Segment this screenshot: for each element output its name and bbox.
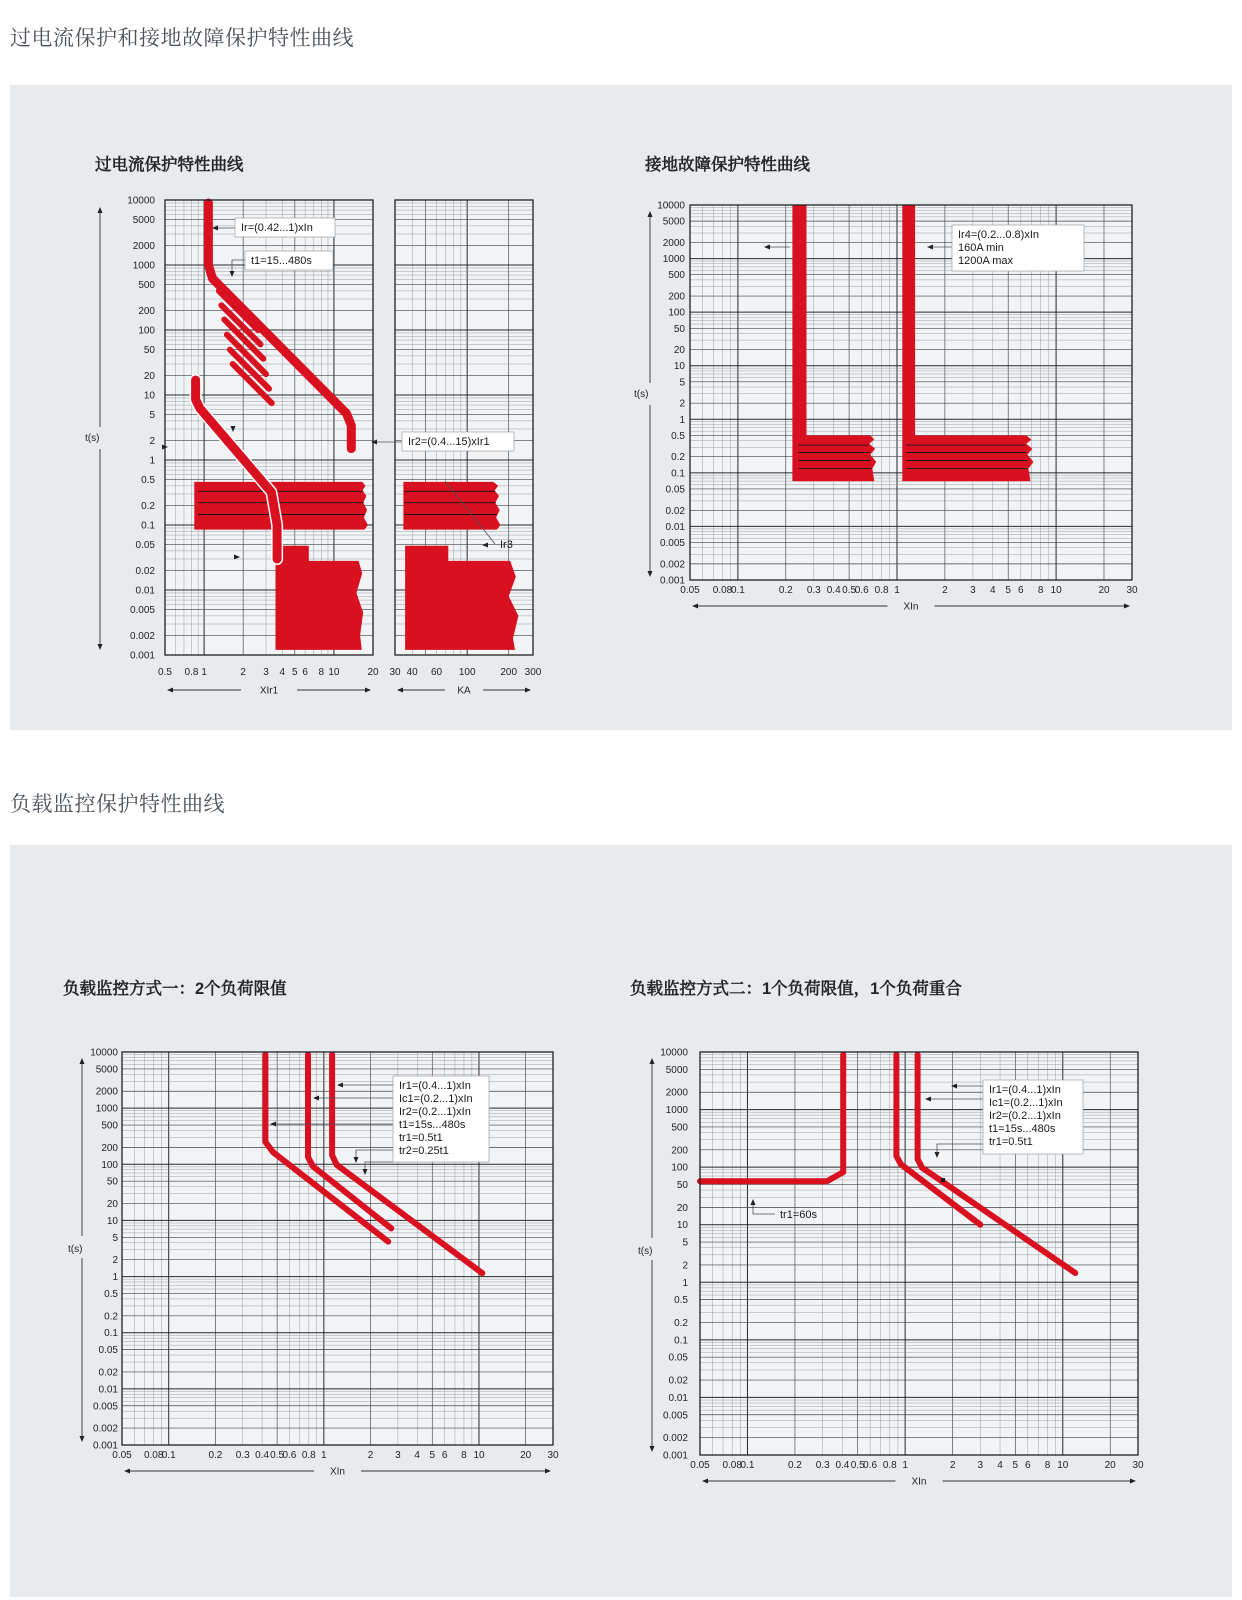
svg-text:2000: 2000 [132, 240, 155, 252]
svg-text:0.3: 0.3 [806, 585, 821, 596]
svg-text:0.05: 0.05 [665, 484, 685, 496]
svg-text:100: 100 [458, 667, 476, 678]
svg-text:0.8: 0.8 [184, 667, 199, 678]
svg-text:1: 1 [149, 455, 155, 467]
svg-text:200: 200 [671, 1145, 688, 1157]
svg-text:Ic1=(0.2...1)xIn: Ic1=(0.2...1)xIn [399, 1093, 473, 1105]
svg-text:0.01: 0.01 [665, 521, 685, 533]
svg-text:t(s): t(s) [634, 389, 649, 400]
svg-text:2000: 2000 [95, 1086, 118, 1098]
svg-text:0.6: 0.6 [863, 1460, 878, 1471]
svg-text:2: 2 [240, 667, 246, 678]
svg-text:0.002: 0.002 [92, 1423, 118, 1435]
svg-text:20: 20 [1104, 1460, 1116, 1471]
svg-text:0.6: 0.6 [282, 1450, 297, 1461]
svg-text:5: 5 [682, 1237, 688, 1249]
svg-text:Ir1=(0.4...1)xIn: Ir1=(0.4...1)xIn [989, 1084, 1061, 1096]
svg-text:6: 6 [1025, 1460, 1031, 1471]
svg-text:30: 30 [1132, 1460, 1144, 1471]
svg-text:200: 200 [500, 667, 518, 678]
svg-text:3: 3 [970, 585, 976, 596]
svg-text:tr1=60s: tr1=60s [780, 1209, 817, 1221]
svg-text:5000: 5000 [662, 216, 685, 228]
svg-text:0.002: 0.002 [659, 559, 685, 571]
svg-text:0.08: 0.08 [143, 1450, 164, 1461]
svg-text:0.02: 0.02 [665, 505, 685, 517]
svg-text:0.05: 0.05 [112, 1450, 132, 1461]
svg-text:0.4: 0.4 [255, 1450, 270, 1461]
section-heading-overcurrent-groundfault: 过电流保护和接地故障保护特性曲线 [10, 27, 354, 50]
svg-text:1200A max: 1200A max [958, 255, 1014, 267]
svg-text:0.001: 0.001 [659, 575, 685, 587]
svg-text:0.01: 0.01 [135, 585, 155, 597]
svg-text:2: 2 [112, 1255, 118, 1267]
svg-text:5: 5 [112, 1232, 118, 1244]
svg-text:2: 2 [942, 585, 948, 596]
svg-text:0.5: 0.5 [671, 430, 685, 442]
svg-text:10000: 10000 [127, 195, 155, 207]
svg-text:5000: 5000 [95, 1064, 118, 1076]
svg-text:1000: 1000 [95, 1103, 118, 1115]
svg-text:0.2: 0.2 [104, 1311, 118, 1323]
svg-text:0.4: 0.4 [835, 1460, 850, 1471]
svg-text:100: 100 [668, 307, 685, 319]
svg-text:10: 10 [1050, 585, 1062, 596]
svg-text:0.005: 0.005 [662, 1410, 688, 1422]
svg-text:0.2: 0.2 [674, 1318, 688, 1329]
svg-text:2: 2 [367, 1450, 374, 1461]
svg-text:60: 60 [430, 667, 443, 678]
svg-text:200: 200 [138, 305, 155, 317]
svg-text:XIn: XIn [911, 1476, 927, 1488]
svg-text:0.6: 0.6 [854, 585, 869, 596]
svg-text:100: 100 [101, 1159, 118, 1171]
svg-text:1: 1 [682, 1277, 688, 1289]
svg-text:20: 20 [520, 1450, 532, 1461]
svg-text:4: 4 [990, 585, 996, 596]
svg-text:XIn: XIn [329, 1466, 346, 1478]
svg-text:t1=15s...480s: t1=15s...480s [989, 1123, 1056, 1135]
svg-text:5: 5 [149, 410, 155, 422]
svg-text:5: 5 [1012, 1460, 1019, 1471]
svg-text:0.2: 0.2 [778, 585, 793, 596]
svg-text:0.001: 0.001 [662, 1450, 688, 1462]
svg-text:XIr1: XIr1 [259, 685, 279, 697]
svg-text:50: 50 [673, 323, 685, 335]
svg-text:0.08: 0.08 [722, 1460, 742, 1471]
svg-text:t(s): t(s) [638, 1246, 653, 1257]
svg-text:t(s): t(s) [68, 1244, 83, 1255]
svg-text:1000: 1000 [662, 254, 685, 266]
svg-text:0.05: 0.05 [680, 585, 700, 596]
svg-text:8: 8 [1044, 1460, 1051, 1471]
svg-text:0.02: 0.02 [135, 565, 155, 577]
svg-text:Ir=(0.42...1)xIn: Ir=(0.42...1)xIn [241, 222, 313, 234]
chart-title-load-monitoring-2: 负载监控方式二：1个负荷限值，1个负荷重合 [630, 980, 962, 998]
svg-text:0.1: 0.1 [674, 1335, 688, 1347]
svg-text:20: 20 [106, 1199, 118, 1210]
svg-text:50: 50 [676, 1180, 688, 1191]
svg-text:2: 2 [679, 398, 685, 410]
svg-text:0.1: 0.1 [671, 468, 685, 480]
svg-text:0.02: 0.02 [668, 1375, 688, 1387]
svg-text:0.005: 0.005 [129, 605, 155, 617]
svg-text:0.01: 0.01 [98, 1384, 118, 1396]
svg-text:30: 30 [547, 1450, 559, 1461]
svg-text:100: 100 [138, 325, 155, 337]
svg-text:10000: 10000 [657, 200, 685, 212]
svg-text:0.05: 0.05 [135, 540, 155, 552]
svg-text:Ir4=(0.2...0.8)xIn: Ir4=(0.2...0.8)xIn [958, 229, 1040, 241]
svg-text:0.2: 0.2 [208, 1450, 223, 1461]
svg-text:1000: 1000 [665, 1105, 688, 1117]
svg-text:5: 5 [679, 377, 685, 389]
svg-text:20: 20 [1098, 585, 1110, 596]
svg-text:1: 1 [201, 667, 207, 678]
svg-text:30: 30 [1126, 585, 1138, 596]
svg-text:0.2: 0.2 [141, 500, 155, 512]
svg-text:0.3: 0.3 [235, 1450, 250, 1461]
ground-fault-protection-chart [630, 195, 1142, 613]
svg-text:3: 3 [977, 1460, 984, 1471]
svg-text:0.005: 0.005 [659, 538, 685, 550]
load-monitoring-mode1-chart [68, 1040, 568, 1480]
chart-title-load-monitoring-1: 负载监控方式一：2个负荷限值 [63, 980, 287, 998]
svg-text:0.5: 0.5 [158, 667, 172, 678]
svg-text:300: 300 [524, 667, 542, 678]
svg-text:0.2: 0.2 [671, 452, 685, 464]
panel-load-monitoring [10, 845, 1232, 1597]
svg-text:20: 20 [143, 370, 155, 382]
svg-text:100: 100 [671, 1162, 688, 1174]
svg-text:4: 4 [279, 667, 286, 678]
svg-text:0.2: 0.2 [787, 1460, 802, 1471]
svg-text:8: 8 [318, 667, 325, 678]
svg-text:6: 6 [441, 1450, 448, 1461]
svg-text:20: 20 [367, 667, 379, 678]
svg-text:0.1: 0.1 [740, 1460, 755, 1471]
svg-text:Ir2=(0.2...1)xIn: Ir2=(0.2...1)xIn [399, 1106, 471, 1118]
svg-text:0.005: 0.005 [92, 1401, 118, 1413]
svg-text:160A min: 160A min [958, 242, 1004, 254]
svg-text:6: 6 [1018, 585, 1024, 596]
svg-text:2: 2 [949, 1460, 956, 1471]
svg-text:0.5: 0.5 [850, 1460, 865, 1471]
svg-text:10000: 10000 [660, 1047, 688, 1059]
svg-text:0.4: 0.4 [826, 585, 841, 596]
svg-text:20: 20 [673, 345, 685, 357]
svg-text:0.1: 0.1 [141, 520, 155, 532]
svg-text:0.1: 0.1 [730, 585, 745, 596]
svg-text:4: 4 [414, 1450, 420, 1461]
svg-text:0.08: 0.08 [712, 585, 733, 596]
svg-text:1: 1 [894, 585, 900, 596]
svg-text:10000: 10000 [90, 1047, 118, 1059]
svg-text:3: 3 [395, 1450, 401, 1461]
svg-text:10: 10 [143, 390, 155, 402]
svg-text:0.05: 0.05 [668, 1352, 688, 1364]
svg-text:0.5: 0.5 [141, 475, 155, 487]
svg-text:3: 3 [263, 667, 269, 678]
svg-text:500: 500 [668, 270, 685, 282]
load-monitoring-mode2-chart [630, 1040, 1155, 1490]
svg-text:tr1=0.5t1: tr1=0.5t1 [989, 1136, 1033, 1148]
svg-text:50: 50 [143, 345, 155, 357]
svg-text:0.8: 0.8 [882, 1460, 897, 1471]
svg-text:0.01: 0.01 [668, 1392, 688, 1404]
svg-text:200: 200 [668, 291, 685, 303]
chart-title-ground-fault: 接地故障保护特性曲线 [645, 156, 810, 174]
svg-text:Ic1=(0.2...1)xIn: Ic1=(0.2...1)xIn [989, 1097, 1063, 1109]
svg-text:0.3: 0.3 [815, 1460, 830, 1471]
svg-text:2000: 2000 [662, 237, 685, 249]
svg-text:1: 1 [679, 414, 685, 426]
svg-text:Ir1=(0.4...1)xIn: Ir1=(0.4...1)xIn [399, 1080, 471, 1092]
svg-text:0.5: 0.5 [104, 1289, 118, 1300]
svg-text:t1=15...480s: t1=15...480s [251, 255, 312, 267]
svg-text:10: 10 [1057, 1460, 1069, 1471]
svg-text:Ir3: Ir3 [500, 539, 513, 551]
svg-text:tr1=0.5t1: tr1=0.5t1 [399, 1132, 443, 1144]
svg-text:500: 500 [101, 1120, 118, 1132]
svg-text:0.1: 0.1 [104, 1328, 118, 1340]
svg-text:500: 500 [671, 1122, 688, 1134]
svg-text:2: 2 [682, 1260, 688, 1272]
svg-text:0.002: 0.002 [129, 630, 155, 642]
svg-text:0.001: 0.001 [129, 650, 155, 662]
svg-text:10: 10 [676, 1220, 688, 1232]
svg-text:0.05: 0.05 [98, 1345, 118, 1357]
svg-text:0.05: 0.05 [690, 1460, 710, 1471]
svg-text:5: 5 [429, 1450, 436, 1461]
svg-text:0.002: 0.002 [662, 1433, 688, 1445]
svg-text:10: 10 [473, 1450, 485, 1461]
svg-text:1: 1 [902, 1460, 908, 1471]
svg-text:0.8: 0.8 [301, 1450, 316, 1461]
svg-text:0.02: 0.02 [98, 1367, 118, 1379]
svg-text:50: 50 [106, 1176, 118, 1188]
svg-text:Ir2=(0.4...15)xIr1: Ir2=(0.4...15)xIr1 [408, 436, 490, 448]
svg-text:500: 500 [138, 280, 155, 292]
svg-text:Ir2=(0.2...1)xIn: Ir2=(0.2...1)xIn [989, 1110, 1061, 1122]
svg-text:30: 30 [389, 667, 401, 678]
panel-overcurrent-groundfault [10, 85, 1232, 730]
svg-text:0.5: 0.5 [270, 1450, 285, 1461]
svg-text:0.8: 0.8 [874, 585, 889, 596]
svg-text:0.1: 0.1 [161, 1450, 176, 1461]
svg-text:5: 5 [1005, 585, 1011, 596]
section-heading-load-monitoring: 负载监控保护特性曲线 [10, 793, 225, 816]
svg-text:10: 10 [328, 667, 340, 678]
svg-text:10: 10 [106, 1215, 118, 1227]
svg-text:t(s): t(s) [85, 433, 100, 444]
svg-text:20: 20 [676, 1202, 688, 1214]
svg-text:0.5: 0.5 [842, 585, 857, 596]
svg-text:KA: KA [457, 685, 471, 697]
svg-text:6: 6 [302, 667, 308, 678]
svg-text:XIn: XIn [903, 601, 919, 613]
svg-text:t1=15s...480s: t1=15s...480s [399, 1119, 466, 1131]
svg-text:8: 8 [1037, 585, 1044, 596]
svg-text:40: 40 [406, 667, 418, 678]
svg-text:8: 8 [461, 1450, 467, 1461]
chart-title-overcurrent: 过电流保护特性曲线 [95, 156, 244, 174]
svg-text:1: 1 [112, 1272, 118, 1284]
svg-text:0.5: 0.5 [674, 1295, 688, 1307]
svg-text:2000: 2000 [665, 1087, 688, 1099]
svg-text:10: 10 [673, 361, 685, 373]
svg-text:200: 200 [101, 1142, 118, 1154]
svg-text:5000: 5000 [132, 215, 155, 227]
svg-text:2: 2 [149, 435, 155, 447]
svg-text:0.001: 0.001 [92, 1440, 118, 1452]
svg-text:tr2=0.25t1: tr2=0.25t1 [399, 1145, 449, 1157]
svg-text:5: 5 [292, 667, 298, 678]
overcurrent-protection-chart [85, 185, 560, 705]
svg-text:4: 4 [997, 1460, 1003, 1471]
svg-text:5000: 5000 [665, 1064, 688, 1076]
svg-text:1000: 1000 [132, 260, 155, 272]
svg-text:1: 1 [321, 1450, 327, 1461]
